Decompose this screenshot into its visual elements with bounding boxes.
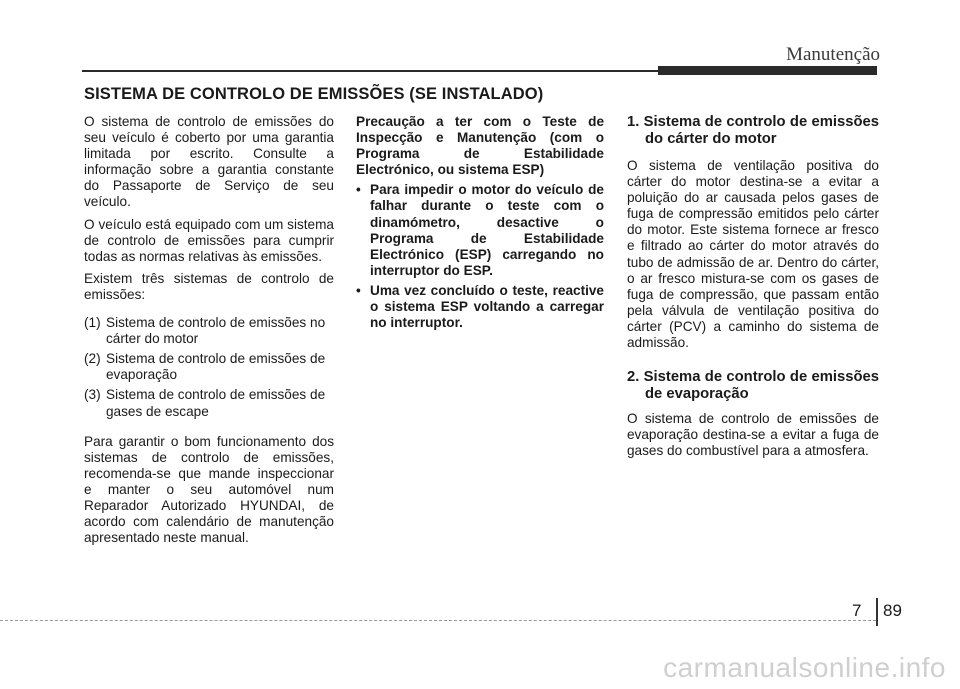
list-number: (1) — [84, 315, 101, 331]
column-2 — [356, 114, 604, 335]
list-item — [84, 315, 334, 347]
list-item — [84, 387, 334, 419]
watermark: carmanualsonline.info — [663, 652, 946, 683]
subsection-heading: 1. Sistema de controlo de emissões do cárter do motor — [627, 114, 879, 147]
caution-heading: Precaução a ter com o Teste de Inspecção e Manutenção (com o Programa de Estabilidade Electrónico, ou sistema ESP) — [356, 114, 604, 178]
list-number: (3) — [84, 387, 101, 403]
column-3 — [627, 114, 879, 465]
subsection-heading: 2. Sistema de controlo de emissões de evaporação — [627, 369, 879, 403]
column-1 — [84, 114, 334, 552]
list-text: Sistema de controlo de emissões no cárter do motor — [106, 315, 326, 347]
paragraph: O sistema de ventilação positiva do cárter do motor destina-se a evitar a poluição do ar causada pelos gases de fuga de compressão emitidos pelo cárter do motor. Este sistema fornece ar fresco e filtrado ao cárter do motor através do tubo de admissão de ar. Dentro do cárter, o ar fresco mistura-se com os gases de fuga de compressão, que passam então pela válvula de ventilação positiva do cárter (PCV) a caminho do sistema de admissão. — [627, 158, 879, 351]
paragraph: O sistema de controlo de emissões de evaporação destina-se a evitar a fuga de gases do combustível para a atmosfera. — [627, 411, 879, 459]
page-number: 89 — [883, 601, 902, 620]
list-number: (2) — [84, 351, 101, 367]
list-item — [356, 283, 604, 331]
header-tab — [658, 66, 877, 75]
paragraph: Para garantir o bom funcionamento dos sistemas de controlo de emissões, recomenda-se que mande inspeccionar e manter o seu automóvel num Reparador Autorizado HYUNDAI, de acordo com calendário de manutenção apresentado neste manual. — [84, 433, 334, 546]
list-text: Sistema de controlo de emissões de gases de escape — [106, 387, 326, 419]
list-item — [84, 351, 334, 383]
caution-bullets — [356, 182, 604, 331]
section-title: SISTEMA DE CONTROLO DE EMISSÕES (SE INSTALADO) — [84, 85, 544, 103]
header-title: Manutenção — [786, 44, 880, 65]
bullet-text: Para impedir o motor do veículo de falhar durante o teste com o dinamómetro, desactive o Programa de Estabilidade Electrónico (ESP) carregando no interruptor do ESP. — [370, 182, 604, 278]
emission-systems-list — [84, 315, 334, 420]
footer-rule — [0, 620, 876, 621]
footer-divider — [876, 598, 878, 626]
bullet-icon: • — [356, 282, 361, 298]
list-text: Sistema de controlo de emissões de evaporação — [106, 351, 326, 383]
bullet-icon: • — [356, 182, 361, 198]
paragraph: Existem três sistemas de controlo de emissões: — [84, 270, 334, 302]
bullet-text: Uma vez concluído o teste, reactive o sistema ESP voltando a carregar no interruptor. — [370, 282, 604, 331]
paragraph: O veículo está equipado com um sistema de controlo de emissões para cumprir todas as normas relativas às emissões. — [84, 216, 334, 264]
paragraph: O sistema de controlo de emissões do seu veículo é coberto por uma garantia limitada por escrito. Consulte a informação sobre a garantia constante do Passaporte de Serviço de seu veículo. — [84, 114, 334, 210]
list-item — [356, 182, 604, 279]
chapter-number: 7 — [852, 601, 862, 620]
